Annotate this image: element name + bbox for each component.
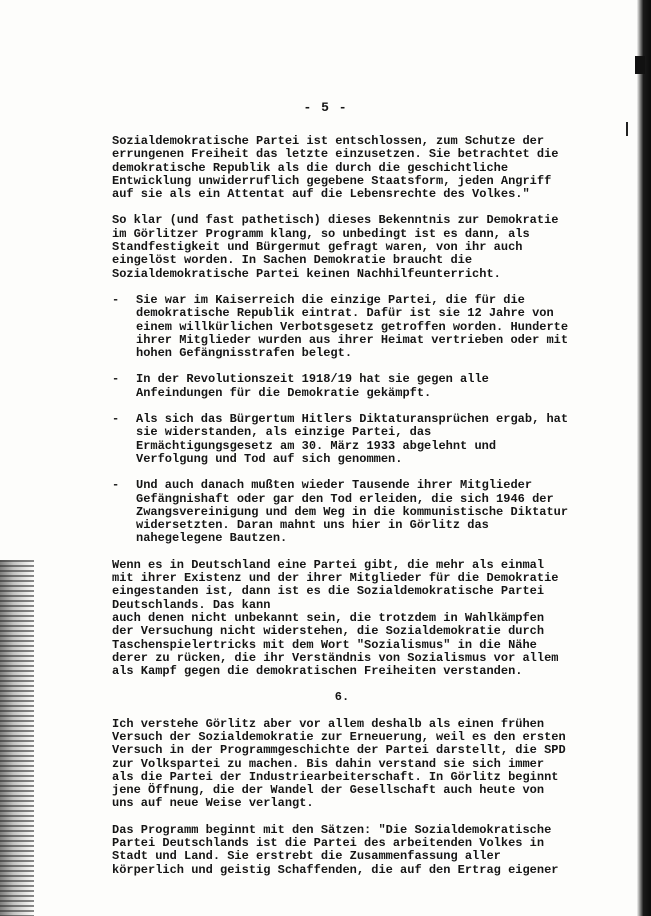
text-line: eingestanden ist, dann ist es die Sozialdemokratische Partei [112,584,545,599]
text-line: Anfeindungen für die Demokratie gekämpft. [136,385,432,400]
text-line: hohen Gefängnisstrafen belegt. [136,346,353,361]
text-line: Das Programm beginnt mit den Sätzen: "Die Sozialdemokratische [112,822,552,837]
text-line: Ich verstehe Görlitz aber vor allem deshalb als einen frühen [112,716,545,731]
text-line: sie widerstanden, als einzige Partei, das [136,425,432,440]
text-line: Sozialdemokratische Partei keinen Nachhilfeunterricht. [112,266,501,281]
text-line: Versuch in der Programmgeschichte der Partei darstellt, die SPD [112,743,566,758]
text-line: Und auch danach mußten wieder Tausende ihrer Mitglieder [136,478,533,493]
bullet-dash: - [112,372,120,387]
text-line: Verfolgung und Tod auf sich genommen. [136,451,403,466]
text-line: Wenn es in Deutschland eine Partei gibt, die mehr als einmal [112,557,545,572]
text-line: der Versuchung nicht widerstehen, die Sozialdemokratie durch [112,624,545,639]
text-line: nahegelegene Bautzen. [136,531,288,546]
text-line: Entwicklung unwiderruflich gegebene Staatsform, jeden Angriff [112,173,552,188]
text-line: als Kampf gegen die demokratischen Freiheiten verstanden. [112,664,523,679]
bullet-item-2 [112,373,572,400]
text-line: im Görlitzer Programm klang, so unbedingt ist es dann, als [112,226,530,241]
text-line: demokratische Republik eintrat. Dafür ist sie 12 Jahre von [136,306,554,321]
text-line: jene Öffnung, die der Wandel der Gesellschaft auch heute von [112,783,545,798]
bullet-dash: - [112,478,120,493]
text-line: errungenen Freiheit das letzte einzusetzen. Sie betrachtet die [112,147,559,162]
paragraph-1 [112,135,572,201]
text-line: Versuch der Sozialdemokratie zur Erneuerung, weil es den ersten [112,729,566,744]
page-number: - 5 - [303,100,348,115]
text-line: Deutschlands. Das kann [112,597,271,612]
text-line: Ermächtigungsgesetz am 30. März 1933 abgelehnt und [136,438,497,453]
paragraph-4 [112,718,572,811]
text-line: körperlich und geistig Schaffenden, die auf den Ertrag eigener [112,862,559,877]
text-line: mit ihrer Existenz und der ihrer Mitglieder für die Demokratie [112,571,559,586]
document-body [112,135,572,890]
text-line: uns auf neue Weise verlangt. [112,796,314,811]
bullet-dash: - [112,412,120,427]
paragraph-2 [112,214,572,280]
text-line: zur Volkspartei zu machen. Bis dahin verstand sie sich immer [112,756,545,771]
section-number: 6. [334,690,350,705]
paragraph-3 [112,559,572,679]
text-line: Sozialdemokratische Partei ist entschlossen, zum Schutze der [112,134,545,148]
text-line: Partei Deutschlands ist die Partei des arbeitenden Volkes in [112,836,545,851]
scan-notch [635,56,645,74]
text-line: auf sie als ein Attentat auf die Lebensrechte des Volkes." [112,187,530,202]
paragraph-5 [112,824,572,877]
text-line: derer zu rücken, die ihr Verständnis von Sozialismus vor allem [112,650,559,665]
scan-edge-left [0,560,34,916]
text-line: Sie war im Kaiserreich die einzige Partei, die für die [136,292,525,307]
bullet-item-4 [112,479,572,545]
text-line: In der Revolutionszeit 1918/19 hat sie gegen alle [136,372,489,387]
text-line: als die Partei der Industriearbeiterschaft. In Görlitz beginnt [112,769,559,784]
text-line: Standfestigkeit und Bürgermut gefragt waren, von ihr auch [112,240,523,255]
bullet-item-1 [112,294,572,360]
text-line: So klar (und fast pathetisch) dieses Bekenntnis zur Demokratie [112,213,559,228]
text-line: Gefängnishaft oder gar den Tod erleiden, die sich 1946 der [136,491,554,506]
bullet-item-3 [112,413,572,466]
text-line: Zwangsvereinigung und dem Weg in die kommunistische Diktatur [136,504,569,519]
text-line: einem willkürlichen Verbotsgesetz getroffen worden. Hunderte [136,319,569,334]
text-line: auch denen nicht unbekannt sein, die trotzdem in Wahlkämpfen [112,610,545,625]
scan-edge-right [637,0,651,916]
text-line: widersetzten. Daran mahnt uns hier in Görlitz das [136,518,489,533]
text-line: Als sich das Bürgertum Hitlers Diktaturansprüchen ergab, hat [136,412,569,427]
bullet-dash: - [112,292,120,307]
text-line: demokratische Republik als die durch die geschichtliche [112,160,509,175]
text-line: ihrer Mitglieder wurden aus ihrer Heimat vertrieben oder mit [136,332,569,347]
text-line: Taschenspielertricks mit dem Wort "Sozialismus" in die Nähe [112,637,537,652]
text-line: Stadt und Land. Sie erstrebt die Zusammenfassung aller [112,849,501,864]
text-line: eingelöst worden. In Sachen Demokratie braucht die [112,253,473,268]
margin-mark [626,122,628,136]
